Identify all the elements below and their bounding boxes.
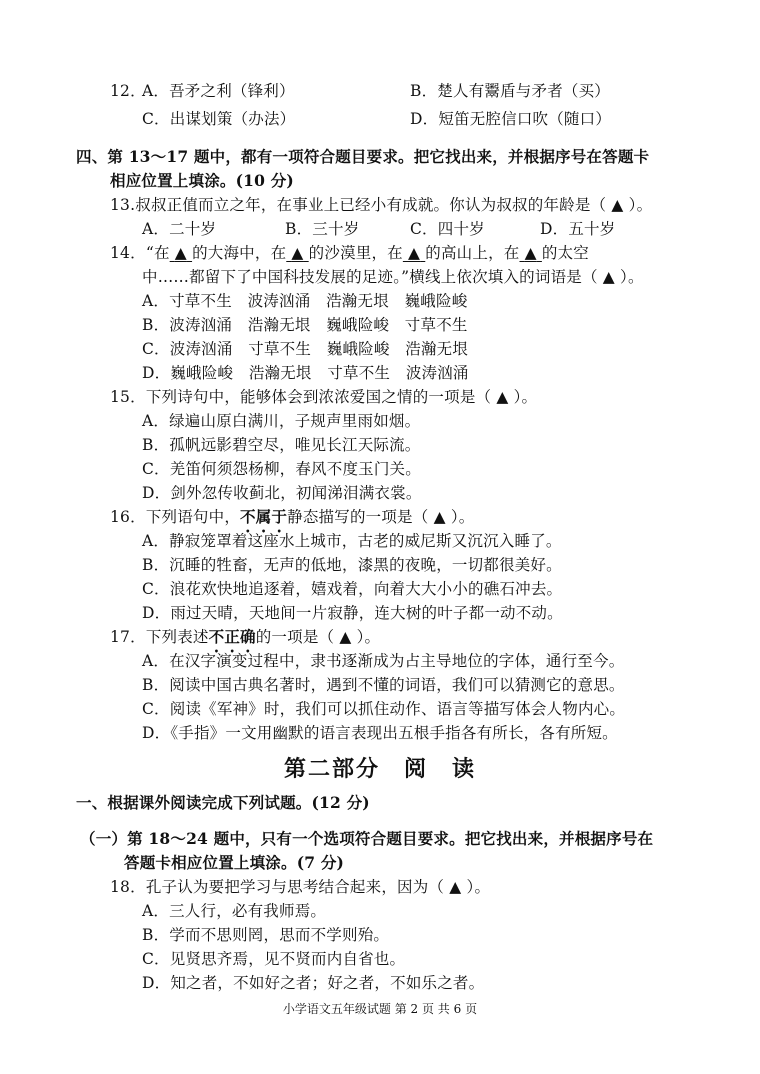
q12-option-a: A．吾矛之利（锋利） <box>142 82 295 100</box>
q12-option-d: D．短笛无腔信口吹（随口） <box>410 110 612 128</box>
q14-text-5: 的太空 <box>541 244 589 262</box>
q17-option-a: A．在汉字演变过程中，隶书逐渐成为占主导地位的字体，通行至今。 <box>142 652 625 670</box>
q17-option-d: D．《手指》一文用幽默的语言表现出五根手指各有所长，各有所短。 <box>142 724 618 742</box>
page-footer: 小学语文五年级试题 第 2 页 共 6 页 <box>282 1002 478 1016</box>
q12-option-b: B．楚人有鬻盾与矛者（买） <box>410 82 610 100</box>
q18-option-c: C．见贤思齐焉，见不贤而内自省也。 <box>142 950 406 968</box>
section4-heading-line2: 相应位置上填涂。(10 分) <box>110 171 294 190</box>
q18-option-b: B．学而不思则罔，思而不学则殆。 <box>142 926 390 944</box>
sub1-heading-line1: （一）第 18～24 题中，只有一个选项符合题目要求。把它找出来，并根据序号在 <box>80 829 654 848</box>
q13-stem: 13.叔叔正值而立之年，在事业上已经小有成就。你认为叔叔的年龄是（ ▲ ）。 <box>110 196 653 214</box>
q14-text-2: 的大海中，在 <box>192 244 287 262</box>
q18-option-d: D．知之者，不如好之者；好之者，不如乐之者。 <box>142 974 485 992</box>
q15-stem: 15．下列诗句中，能够体会到浓浓爱国之情的一项是（ ▲ ）。 <box>110 388 538 406</box>
q13-option-a: A．二十岁 <box>142 220 217 238</box>
q17-stem-emphasis: 不正确 <box>208 627 256 646</box>
q18-stem: 18．孔子认为要把学习与思考结合起来，因为（ ▲ ）。 <box>110 878 491 896</box>
q14-option-a: A．寸草不生 波涛汹涌 浩瀚无垠 巍峨险峻 <box>142 292 468 310</box>
section1-heading: 一、根据课外阅读完成下列试题。(12 分) <box>76 793 370 812</box>
q16-option-a: A．静寂笼罩着这座水上城市，古老的威尼斯又沉沉入睡了。 <box>142 532 562 550</box>
q12-option-c: C．出谋划策（办法） <box>142 110 296 128</box>
q15-option-a: A．绿遍山原白满川，子规声里雨如烟。 <box>142 412 421 430</box>
q17-option-c: C．阅读《军神》时，我们可以抓住动作、语言等描写体会人物内心。 <box>142 700 626 718</box>
q14-blank-2 <box>286 244 308 262</box>
sub1-heading-line2: 答题卡相应位置上填涂。(7 分) <box>124 853 345 872</box>
q16-stem-pre: 16．下列语句中， <box>110 508 241 526</box>
q16-stem-post: 静态描写的一项是（ ▲ ）。 <box>287 508 475 526</box>
q16-option-c: C．浪花欢快地追逐着，嬉戏着，向着大大小小的礁石冲去。 <box>142 580 563 598</box>
q15-option-c: C．羌笛何须怨杨柳，春风不度玉门关。 <box>142 460 421 478</box>
q13-option-b: B．三十岁 <box>285 220 360 238</box>
q14-text-1: “在 <box>145 244 170 262</box>
q13-option-d: D．五十岁 <box>540 220 616 238</box>
blank-marker-4: ▲ <box>524 244 537 262</box>
q17-option-b: B．阅读中国古典名著时，遇到不懂的词语，我们可以猜测它的意思。 <box>142 676 625 694</box>
q17-stem-post: 的一项是（ ▲ ）。 <box>255 628 381 646</box>
q14-text-3: 的沙漠里，在 <box>308 244 403 262</box>
section4-heading-line1: 四、第 13～17 题中，都有一项符合题目要求。把它找出来，并根据序号在答题卡 <box>76 147 650 166</box>
blank-marker-2: ▲ <box>291 244 304 262</box>
q14-option-d: D．巍峨险峻 浩瀚无垠 寸草不生 波涛汹涌 <box>142 364 469 382</box>
q14-text-4: 的高山上，在 <box>425 244 520 262</box>
part2-title: 第二部分 阅 读 <box>283 756 476 782</box>
q14-number: 14． <box>110 244 146 262</box>
q15-option-d: D．剑外忽传收蓟北，初闻涕泪满衣裳。 <box>142 484 422 502</box>
q14-blank-4 <box>519 244 541 262</box>
q17-stem-pre: 17．下列表述 <box>110 628 209 646</box>
q16-option-b: B．沉睡的牲畜，无声的低地，漆黑的夜晚，一切都很美好。 <box>142 556 562 574</box>
q18-option-a: A．三人行，必有我师焉。 <box>142 902 327 920</box>
q16-option-d: D．雨过天晴，天地间一片寂静，连大树的叶子都一动不动。 <box>142 604 563 622</box>
q14-option-c: C．波涛汹涌 寸草不生 巍峨险峻 浩瀚无垠 <box>142 340 469 358</box>
q15-option-b: B．孤帆远影碧空尽，唯见长江天际流。 <box>142 436 421 454</box>
q12-number: 12． <box>110 82 146 100</box>
q14-stem-line1 <box>110 242 589 264</box>
blank-marker-1: ▲ <box>174 244 187 262</box>
blank-marker-3: ▲ <box>408 244 421 262</box>
q14-option-b: B．波涛汹涌 浩瀚无垠 巍峨险峻 寸草不生 <box>142 316 468 334</box>
q16-stem-emphasis: 不属于 <box>240 507 288 526</box>
q14-blank-1 <box>170 244 192 262</box>
q14-stem-line2: 中……都留下了中国科技发展的足迹。”横线上依次填入的词语是（ ▲ ）。 <box>142 268 644 286</box>
q14-blank-3 <box>403 244 425 262</box>
q13-option-c: C．四十岁 <box>410 220 485 238</box>
